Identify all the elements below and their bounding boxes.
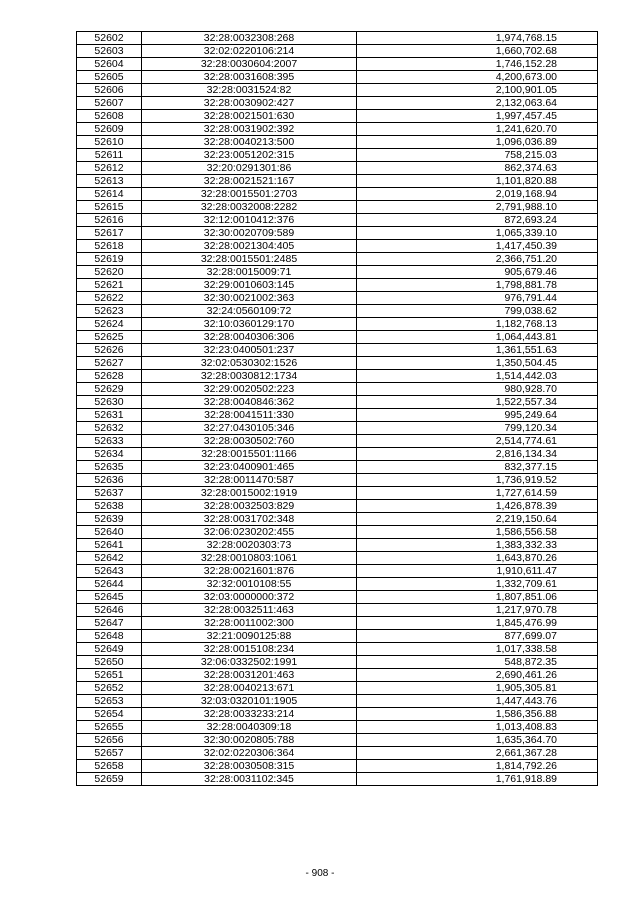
record-number-cell: 52622 [77,292,142,305]
cadastral-number-cell: 32:23:0400501:237 [142,344,357,357]
amount-cell: 2,219,150.64 [357,513,598,526]
record-number-cell: 52659 [77,773,142,786]
cadastral-number-cell: 32:30:0020709:589 [142,227,357,240]
records-table-body [77,32,598,786]
table-row [77,604,598,617]
cadastral-number-cell: 32:10:0360129:170 [142,318,357,331]
record-number-cell: 52639 [77,513,142,526]
table-row [77,448,598,461]
cadastral-number-cell: 32:23:0400901:465 [142,461,357,474]
amount-cell: 976,791.44 [357,292,598,305]
cadastral-number-cell: 32:28:0032308:268 [142,32,357,45]
record-number-cell: 52614 [77,188,142,201]
amount-cell: 2,514,774.61 [357,435,598,448]
record-number-cell: 52623 [77,305,142,318]
table-row [77,253,598,266]
amount-cell: 1,798,881.78 [357,279,598,292]
cadastral-number-cell: 32:28:0040213:500 [142,136,357,149]
amount-cell: 1,241,620.70 [357,123,598,136]
amount-cell: 1,361,551.63 [357,344,598,357]
record-number-cell: 52604 [77,58,142,71]
table-row [77,747,598,760]
record-number-cell: 52642 [77,552,142,565]
cadastral-number-cell: 32:30:0020805:788 [142,734,357,747]
amount-cell: 980,928.70 [357,383,598,396]
record-number-cell: 52629 [77,383,142,396]
cadastral-number-cell: 32:29:0010603:145 [142,279,357,292]
cadastral-number-cell: 32:03:0000000:372 [142,591,357,604]
amount-cell: 877,699.07 [357,630,598,643]
record-number-cell: 52634 [77,448,142,461]
amount-cell: 1,736,919.52 [357,474,598,487]
cadastral-number-cell: 32:28:0040306:306 [142,331,357,344]
table-row [77,305,598,318]
amount-cell: 1,182,768.13 [357,318,598,331]
amount-cell: 2,791,988.10 [357,201,598,214]
amount-cell: 758,215.03 [357,149,598,162]
cadastral-number-cell: 32:30:0021002:363 [142,292,357,305]
amount-cell: 548,872.35 [357,656,598,669]
amount-cell: 905,679.46 [357,266,598,279]
record-number-cell: 52616 [77,214,142,227]
cadastral-number-cell: 32:28:0032008:2282 [142,201,357,214]
cadastral-number-cell: 32:06:0230202:455 [142,526,357,539]
page-number: - 908 - [305,868,335,879]
cadastral-number-cell: 32:32:0010108:55 [142,578,357,591]
table-row [77,71,598,84]
amount-cell: 1,096,036.89 [357,136,598,149]
cadastral-number-cell: 32:28:0041511:330 [142,409,357,422]
record-number-cell: 52632 [77,422,142,435]
record-number-cell: 52628 [77,370,142,383]
record-number-cell: 52618 [77,240,142,253]
table-row [77,279,598,292]
cadastral-number-cell: 32:28:0033233:214 [142,708,357,721]
table-row [77,565,598,578]
cadastral-number-cell: 32:28:0032511:463 [142,604,357,617]
table-row [77,513,598,526]
amount-cell: 1,522,557.34 [357,396,598,409]
table-row [77,539,598,552]
record-number-cell: 52646 [77,604,142,617]
amount-cell: 1,017,338.58 [357,643,598,656]
record-number-cell: 52615 [77,201,142,214]
cadastral-number-cell: 32:28:0030502:760 [142,435,357,448]
cadastral-number-cell: 32:02:0220106:214 [142,45,357,58]
table-row [77,461,598,474]
cadastral-number-cell: 32:29:0020502:223 [142,383,357,396]
amount-cell: 1,013,408.83 [357,721,598,734]
record-number-cell: 52607 [77,97,142,110]
table-row [77,84,598,97]
amount-cell: 1,974,768.15 [357,32,598,45]
cadastral-number-cell: 32:28:0020303:73 [142,539,357,552]
table-row [77,175,598,188]
cadastral-number-cell: 32:28:0021601:876 [142,565,357,578]
cadastral-number-cell: 32:28:0015501:2703 [142,188,357,201]
amount-cell: 2,366,751.20 [357,253,598,266]
table-row [77,123,598,136]
table-row [77,136,598,149]
record-number-cell: 52626 [77,344,142,357]
table-row [77,383,598,396]
record-number-cell: 52602 [77,32,142,45]
record-number-cell: 52655 [77,721,142,734]
cadastral-number-cell: 32:28:0021304:405 [142,240,357,253]
amount-cell: 2,100,901.05 [357,84,598,97]
table-row [77,656,598,669]
cadastral-number-cell: 32:28:0021521:167 [142,175,357,188]
cadastral-number-cell: 32:21:0090125:88 [142,630,357,643]
amount-cell: 862,374.63 [357,162,598,175]
amount-cell: 1,727,614.59 [357,487,598,500]
cadastral-number-cell: 32:28:0040846:362 [142,396,357,409]
amount-cell: 799,038.62 [357,305,598,318]
amount-cell: 832,377.15 [357,461,598,474]
cadastral-number-cell: 32:28:0040213:671 [142,682,357,695]
amount-cell: 1,350,504.45 [357,357,598,370]
table-row [77,734,598,747]
table-row [77,721,598,734]
record-number-cell: 52645 [77,591,142,604]
record-number-cell: 52603 [77,45,142,58]
amount-cell: 1,643,870.26 [357,552,598,565]
record-number-cell: 52652 [77,682,142,695]
record-number-cell: 52611 [77,149,142,162]
record-number-cell: 52649 [77,643,142,656]
table-row [77,162,598,175]
cadastral-number-cell: 32:27:0430105:346 [142,422,357,435]
record-number-cell: 52627 [77,357,142,370]
table-row [77,487,598,500]
table-row [77,578,598,591]
amount-cell: 2,661,367.28 [357,747,598,760]
amount-cell: 2,019,168.94 [357,188,598,201]
table-row [77,58,598,71]
amount-cell: 4,200,673.00 [357,71,598,84]
amount-cell: 1,746,152.28 [357,58,598,71]
table-row [77,370,598,383]
amount-cell: 1,660,702.68 [357,45,598,58]
amount-cell: 1,845,476.99 [357,617,598,630]
cadastral-number-cell: 32:28:0015501:2485 [142,253,357,266]
table-row [77,630,598,643]
record-number-cell: 52612 [77,162,142,175]
cadastral-number-cell: 32:28:0031524:82 [142,84,357,97]
cadastral-number-cell: 32:02:0220306:364 [142,747,357,760]
table-row [77,708,598,721]
cadastral-number-cell: 32:28:0015108:234 [142,643,357,656]
record-number-cell: 52625 [77,331,142,344]
amount-cell: 1,217,970.78 [357,604,598,617]
amount-cell: 1,905,305.81 [357,682,598,695]
table-row [77,773,598,786]
cadastral-number-cell: 32:28:0032503:829 [142,500,357,513]
cadastral-number-cell: 32:28:0031702:348 [142,513,357,526]
record-number-cell: 52638 [77,500,142,513]
record-number-cell: 52630 [77,396,142,409]
amount-cell: 1,332,709.61 [357,578,598,591]
table-row [77,760,598,773]
amount-cell: 2,690,461.26 [357,669,598,682]
record-number-cell: 52650 [77,656,142,669]
table-row [77,240,598,253]
amount-cell: 799,120.34 [357,422,598,435]
table-row [77,617,598,630]
cadastral-number-cell: 32:28:0040309:18 [142,721,357,734]
amount-cell: 1,814,792.26 [357,760,598,773]
amount-cell: 995,249.64 [357,409,598,422]
amount-cell: 1,514,442.03 [357,370,598,383]
record-number-cell: 52651 [77,669,142,682]
table-row [77,552,598,565]
table-row [77,292,598,305]
record-number-cell: 52647 [77,617,142,630]
table-row [77,344,598,357]
record-number-cell: 52617 [77,227,142,240]
table-row [77,500,598,513]
table-row [77,682,598,695]
cadastral-number-cell: 32:24:0560109:72 [142,305,357,318]
table-row [77,591,598,604]
amount-cell: 1,586,556.58 [357,526,598,539]
table-row [77,32,598,45]
table-row [77,526,598,539]
record-number-cell: 52624 [77,318,142,331]
record-number-cell: 52637 [77,487,142,500]
amount-cell: 1,997,457.45 [357,110,598,123]
cadastral-number-cell: 32:03:0320101:1905 [142,695,357,708]
table-row [77,201,598,214]
record-number-cell: 52631 [77,409,142,422]
record-number-cell: 52648 [77,630,142,643]
amount-cell: 1,101,820.88 [357,175,598,188]
cadastral-number-cell: 32:12:0010412:376 [142,214,357,227]
record-number-cell: 52609 [77,123,142,136]
record-number-cell: 52606 [77,84,142,97]
record-number-cell: 52658 [77,760,142,773]
amount-cell: 2,132,063.64 [357,97,598,110]
record-number-cell: 52621 [77,279,142,292]
table-row [77,45,598,58]
record-number-cell: 52644 [77,578,142,591]
record-number-cell: 52640 [77,526,142,539]
amount-cell: 872,693.24 [357,214,598,227]
cadastral-number-cell: 32:28:0030812:1734 [142,370,357,383]
cadastral-number-cell: 32:28:0015009:71 [142,266,357,279]
record-number-cell: 52657 [77,747,142,760]
cadastral-number-cell: 32:28:0030604:2007 [142,58,357,71]
record-number-cell: 52643 [77,565,142,578]
table-row [77,188,598,201]
table-row [77,396,598,409]
table-row [77,643,598,656]
amount-cell: 1,417,450.39 [357,240,598,253]
record-number-cell: 52654 [77,708,142,721]
amount-cell: 1,586,356.88 [357,708,598,721]
cadastral-number-cell: 32:28:0010803:1061 [142,552,357,565]
record-number-cell: 52633 [77,435,142,448]
cadastral-number-cell: 32:28:0011470:587 [142,474,357,487]
table-row [77,318,598,331]
cadastral-number-cell: 32:23:0051202:315 [142,149,357,162]
cadastral-number-cell: 32:28:0031902:392 [142,123,357,136]
cadastral-number-cell: 32:02:0530302:1526 [142,357,357,370]
cadastral-number-cell: 32:28:0015501:1166 [142,448,357,461]
record-number-cell: 52635 [77,461,142,474]
table-row [77,331,598,344]
table-row [77,474,598,487]
record-number-cell: 52620 [77,266,142,279]
table-row [77,435,598,448]
amount-cell: 1,065,339.10 [357,227,598,240]
cadastral-number-cell: 32:28:0011002:300 [142,617,357,630]
amount-cell: 2,816,134.34 [357,448,598,461]
amount-cell: 1,447,443.76 [357,695,598,708]
record-number-cell: 52653 [77,695,142,708]
amount-cell: 1,426,878.39 [357,500,598,513]
cadastral-number-cell: 32:28:0031201:463 [142,669,357,682]
cadastral-number-cell: 32:28:0030902:427 [142,97,357,110]
amount-cell: 1,383,332.33 [357,539,598,552]
amount-cell: 1,807,851.06 [357,591,598,604]
table-row [77,214,598,227]
cadastral-number-cell: 32:28:0031102:345 [142,773,357,786]
table-row [77,357,598,370]
cadastral-number-cell: 32:28:0015002:1919 [142,487,357,500]
record-number-cell: 52619 [77,253,142,266]
amount-cell: 1,635,364.70 [357,734,598,747]
record-number-cell: 52613 [77,175,142,188]
amount-cell: 1,910,611.47 [357,565,598,578]
amount-cell: 1,064,443.81 [357,331,598,344]
table-row [77,266,598,279]
record-number-cell: 52605 [77,71,142,84]
record-number-cell: 52608 [77,110,142,123]
record-number-cell: 52641 [77,539,142,552]
cadastral-number-cell: 32:20:0291301:86 [142,162,357,175]
record-number-cell: 52636 [77,474,142,487]
table-row [77,409,598,422]
amount-cell: 1,761,918.89 [357,773,598,786]
table-row [77,97,598,110]
table-row [77,422,598,435]
table-row [77,110,598,123]
table-row [77,669,598,682]
table-row [77,695,598,708]
cadastral-number-cell: 32:28:0021501:630 [142,110,357,123]
record-number-cell: 52656 [77,734,142,747]
table-row [77,227,598,240]
table-row [77,149,598,162]
cadastral-number-cell: 32:28:0030508:315 [142,760,357,773]
cadastral-number-cell: 32:28:0031608:395 [142,71,357,84]
records-table [76,31,598,786]
cadastral-number-cell: 32:06:0332502:1991 [142,656,357,669]
record-number-cell: 52610 [77,136,142,149]
